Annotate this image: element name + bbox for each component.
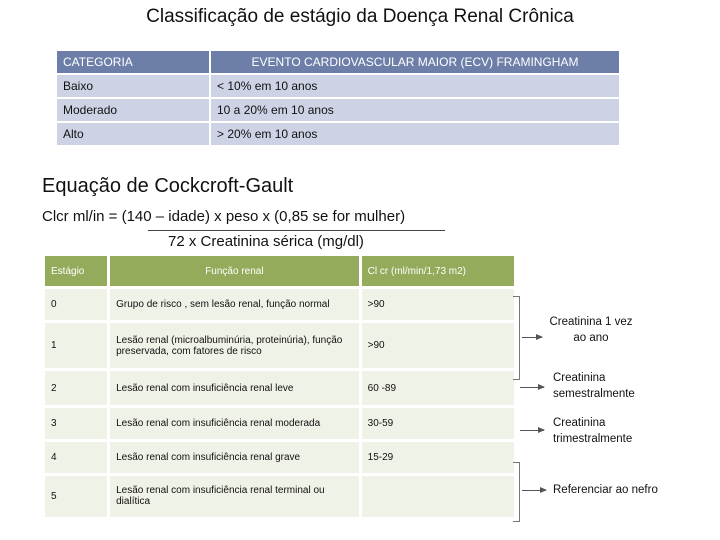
- cell-categoria: Baixo: [57, 74, 210, 98]
- table-row: [57, 74, 619, 98]
- table-row: [57, 98, 619, 122]
- arrow-right-icon: [522, 490, 546, 491]
- cell-evento: < 10% em 10 anos: [210, 74, 619, 98]
- note-referenciar-nefro: Referenciar ao nefro: [553, 484, 658, 496]
- cell-funcao: Lesão renal com insuficiência renal terminal ou dialítica: [109, 475, 361, 517]
- table-row: [45, 370, 514, 407]
- cell-estagio: 2: [45, 370, 109, 407]
- cell-funcao: Lesão renal (microalbuminúria, proteinúria), função preservada, com fatores de risco: [109, 322, 361, 370]
- stage-table-header: [45, 256, 514, 288]
- cell-categoria: Moderado: [57, 98, 210, 122]
- note-creatinina-anual: Creatinina 1 vez ao ano: [549, 316, 633, 344]
- cell-clcr: [360, 475, 514, 517]
- header-funcao: Função renal: [109, 256, 361, 288]
- cell-estagio: 1: [45, 322, 109, 370]
- table-row: [45, 288, 514, 322]
- table-row: [45, 441, 514, 475]
- table-row: [45, 475, 514, 517]
- table-row: [45, 407, 514, 441]
- risk-table: [57, 51, 619, 145]
- brace-stages-4-5: [513, 462, 520, 522]
- header-evento: EVENTO CARDIOVASCULAR MAIOR (ECV) FRAMINGHAM: [210, 51, 619, 74]
- cell-evento: 10 a 20% em 10 anos: [210, 98, 619, 122]
- cell-funcao: Lesão renal com insuficiência renal leve: [109, 370, 361, 407]
- cell-funcao: Grupo de risco , sem lesão renal, função normal: [109, 288, 361, 322]
- cell-evento: > 20% em 10 anos: [210, 122, 619, 145]
- header-estagio: Estágio: [45, 256, 109, 288]
- cell-estagio: 4: [45, 441, 109, 475]
- cell-estagio: 5: [45, 475, 109, 517]
- cell-clcr: 30-59: [360, 407, 514, 441]
- cell-clcr: 15-29: [360, 441, 514, 475]
- risk-table-header: [57, 51, 619, 74]
- page-title: Classificação de estágio da Doença Renal Crônica: [146, 6, 574, 27]
- cell-clcr: 60 -89: [360, 370, 514, 407]
- header-categoria: CATEGORIA: [57, 51, 210, 74]
- note-creatinina-trimestral: Creatinina trimestralmente: [553, 417, 633, 445]
- note-creatinina-semestral: Creatinina semestralmente: [553, 372, 635, 400]
- equation-numerator: Clcr ml/in = (140 – idade) x peso x (0,85 se for mulher): [42, 208, 406, 225]
- equation-denominator: 72 x Creatinina sérica (mg/dl): [168, 233, 364, 250]
- header-clcr: Cl cr (ml/min/1,73 m2): [360, 256, 514, 288]
- cell-categoria: Alto: [57, 122, 210, 145]
- cell-funcao: Lesão renal com insuficiência renal grave: [109, 441, 361, 475]
- cell-estagio: 3: [45, 407, 109, 441]
- arrow-right-icon: [522, 337, 542, 338]
- brace-stages-0-1: [513, 296, 520, 380]
- table-row: [45, 322, 514, 370]
- cell-clcr: >90: [360, 288, 514, 322]
- stage-table: [45, 256, 514, 517]
- cell-estagio: 0: [45, 288, 109, 322]
- cell-clcr: >90: [360, 322, 514, 370]
- table-row: [57, 122, 619, 145]
- arrow-right-icon: [520, 387, 544, 388]
- cell-funcao: Lesão renal com insuficiência renal moderada: [109, 407, 361, 441]
- equation-title: Equação de Cockcroft-Gault: [42, 175, 294, 197]
- fraction-line: [148, 230, 445, 231]
- arrow-right-icon: [520, 430, 544, 431]
